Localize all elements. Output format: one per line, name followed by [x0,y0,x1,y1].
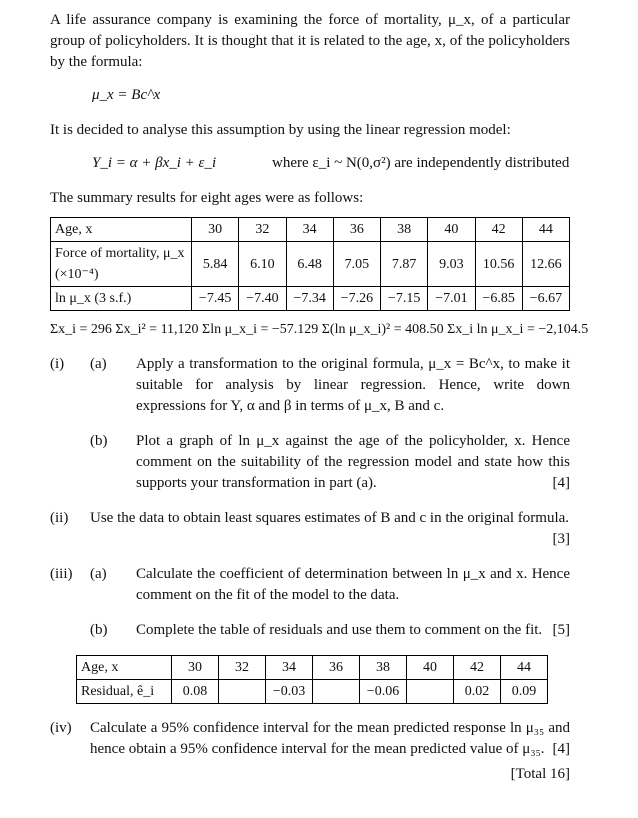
ln-cell: −7.34 [286,287,333,311]
force-cell: 7.87 [381,242,428,287]
total-marks: [Total 16] [510,766,570,782]
model-equation: Y_i = α + βx_i + ε_i [92,155,217,171]
age-cell: 38 [360,656,407,680]
ln-cell: −7.40 [239,287,286,311]
part-iv [50,718,570,760]
mark: [3] [552,531,570,547]
part-i-a [50,354,570,417]
model-assumption: where ε_i ~ N(0,σ²) are independently distributed [272,155,570,171]
regression-model [92,153,570,174]
ln-cell: −7.01 [428,287,475,311]
intro-text: A life assurance company is examining the force of mortality, μ_x, of a particular group of policyholders. It is thought that it is related to the age, x, of the policyholders by the formula: [50,12,570,70]
summary-sums: Σx_i = 296 Σx_i² = 11,120 Σln μ_x_i = −57.129 Σ(ln μ_x_i)² = 408.50 Σx_i ln μ_x_i = −2,104.5 [50,322,589,337]
part-iii-a [50,564,570,606]
mortality-formula: μ_x = Bc^x [92,87,161,103]
age-cell: 34 [286,218,333,242]
data-table [50,217,570,311]
force-cell: 6.10 [239,242,286,287]
part-sub: (a) [90,566,107,582]
table-row [77,656,548,680]
row-label-age: Age, x [51,218,192,242]
row-label-residual: Residual, ê_i [77,680,172,704]
residual-cell: −0.06 [360,680,407,704]
part-text: Plot a graph of ln μ_x against the age of the policyholder, x. Hence comment on the suitability of the regression model and state how this supports your transformation in part (a). [136,433,570,491]
part-number: (iii) [50,566,73,582]
age-cell: 32 [219,656,266,680]
residual-cell: 0.08 [172,680,219,704]
part-ii [50,508,570,550]
age-cell: 42 [475,218,522,242]
mark: [4] [552,741,570,757]
part-number: (i) [50,356,65,372]
part-number: (iv) [50,720,72,736]
table-row [51,218,570,242]
part-number: (ii) [50,510,69,526]
residual-cell [219,680,266,704]
row-label-ln: ln μ_x (3 s.f.) [51,287,192,311]
mark: [5] [552,622,570,638]
part-number [50,431,90,494]
age-cell: 44 [522,218,569,242]
residual-cell: 0.02 [454,680,501,704]
age-cell: 44 [501,656,548,680]
question-page [50,10,589,785]
force-cell: 12.66 [522,242,569,287]
force-cell: 5.84 [192,242,239,287]
ln-cell: −7.26 [333,287,380,311]
residual-table [76,655,548,704]
part-text: Calculate the coefficient of determination between ln μ_x and x. Hence comment on the fit of the model to the data. [136,566,570,603]
part-number [50,620,90,641]
table-row [77,680,548,704]
part-text: Calculate a 95% confidence interval for the mean predicted response ln μ₃₅ and hence obtain a 95% confidence interval for the mean predicted value of μ₃₅. [90,720,570,757]
ln-cell: −6.67 [522,287,569,311]
residual-cell: 0.09 [501,680,548,704]
part-sub: (a) [90,356,107,372]
force-cell: 7.05 [333,242,380,287]
age-cell: 42 [454,656,501,680]
regression-intro: It is decided to analyse this assumption by using the linear regression model: [50,122,511,138]
residual-cell [313,680,360,704]
summary-intro: The summary results for eight ages were as follows: [50,190,364,206]
age-cell: 34 [266,656,313,680]
age-cell: 30 [192,218,239,242]
part-text: Complete the table of residuals and use them to comment on the fit. [136,622,543,638]
part-sub: (b) [90,433,108,449]
age-cell: 40 [428,218,475,242]
age-cell: 30 [172,656,219,680]
age-cell: 40 [407,656,454,680]
part-text: Use the data to obtain least squares estimates of B and c in the original formula. [90,510,570,526]
ln-cell: −7.15 [381,287,428,311]
part-iii-b [50,620,570,641]
mark: [4] [552,475,570,491]
part-i-b [50,431,570,494]
ln-cell: −7.45 [192,287,239,311]
age-cell: 36 [313,656,360,680]
ln-cell: −6.85 [475,287,522,311]
table-row [51,242,570,287]
age-cell: 38 [381,218,428,242]
table-row [51,287,570,311]
part-sub: (b) [90,622,108,638]
part-text: Apply a transformation to the original formula, μ_x = Bc^x, to make it suitable for analysis by linear regression. Hence, write down expressions for Y, α and β in terms of μ_x, B and c. [136,356,570,414]
force-cell: 6.48 [286,242,333,287]
age-cell: 32 [239,218,286,242]
row-label-force: Force of mortality, μ_x (×10⁻⁴) [51,242,192,287]
age-cell: 36 [333,218,380,242]
row-label-age: Age, x [77,656,172,680]
residual-cell [407,680,454,704]
residual-cell: −0.03 [266,680,313,704]
force-cell: 9.03 [428,242,475,287]
force-cell: 10.56 [475,242,522,287]
